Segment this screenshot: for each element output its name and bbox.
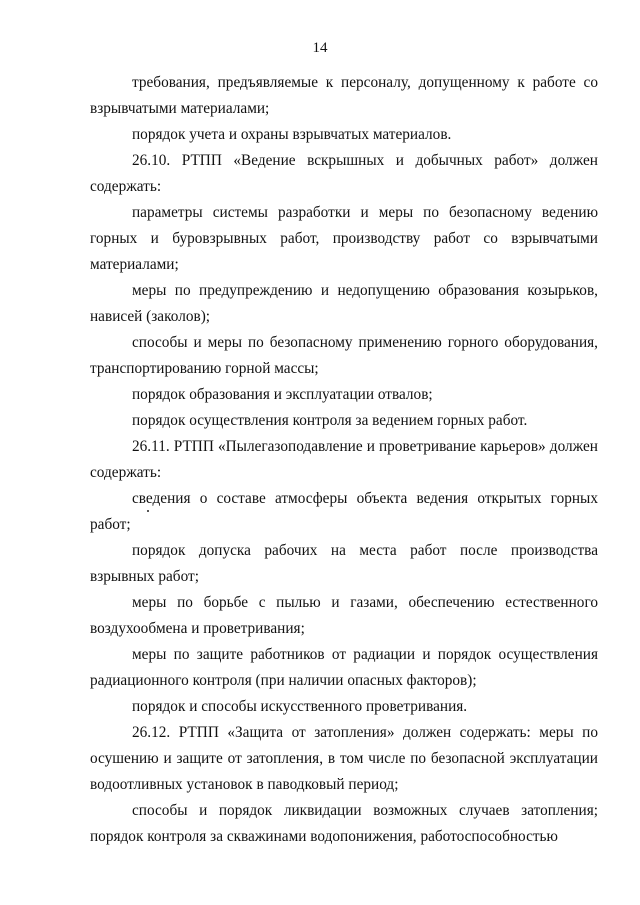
- paragraph: порядок и способы искусственного проветривания.: [132, 698, 468, 715]
- paragraph: порядок учета и охраны взрывчатых материалов.: [132, 126, 452, 143]
- section-heading-26-10: 26.10. РТПП «Ведение вскрышных и добычных работ» должен содержать:: [90, 152, 598, 195]
- paragraph: сведения о составе атмосферы объекта ведения открытых горных работ;: [90, 490, 598, 533]
- paragraph: параметры системы разработки и меры по безопасному ведению горных и буровзрывных работ, производству работ со взрывчатыми материалами;: [90, 204, 598, 273]
- paragraph: порядок образования и эксплуатации отвалов;: [132, 386, 433, 403]
- section-heading-26-12: 26.12. РТПП «Защита от затопления» должен содержать: меры по осушению и защите от затопления, в том числе по безопасной эксплуатации водоотливных установок в паводковый период;: [90, 724, 598, 793]
- document-body: [90, 70, 598, 850]
- scan-speck: [147, 510, 149, 512]
- paragraph: способы и меры по безопасному применению горного оборудования, транспортированию горной массы;: [90, 334, 598, 377]
- paragraph: меры по борьбе с пылью и газами, обеспечению естественного воздухообмена и проветривания;: [90, 594, 598, 637]
- paragraph: меры по защите работников от радиации и порядок осуществления радиационного контроля (при наличии опасных факторов);: [90, 646, 598, 689]
- paragraph: порядок осуществления контроля за ведением горных работ.: [132, 412, 528, 429]
- paragraph: способы и порядок ликвидации возможных случаев затопления; порядок контроля за скважинами водопонижения, работоспособностью: [90, 802, 598, 845]
- paragraph: требования, предъявляемые к персоналу, допущенному к работе со взрывчатыми материалами;: [90, 74, 598, 117]
- page-number: 14: [312, 40, 328, 56]
- section-heading-26-11: 26.11. РТПП «Пылегазоподавление и проветривание карьеров» должен содержать:: [90, 438, 598, 481]
- paragraph: меры по предупреждению и недопущению образования козырьков, нависей (заколов);: [90, 282, 598, 325]
- paragraph: порядок допуска рабочих на места работ после производства взрывных работ;: [90, 542, 598, 585]
